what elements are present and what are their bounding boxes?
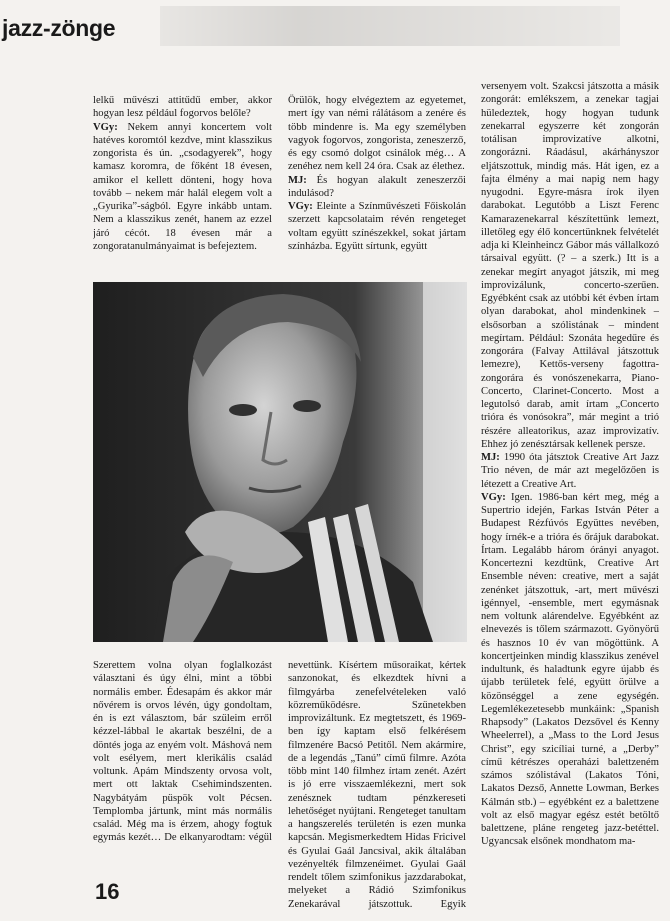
paragraph: VGy: Igen. 1986-ban kért meg, még a Supertrio idején, Farkas István Péter a Budapest Rézfúvós Együttes nevében, hogy írnék-e a trióra és őrájuk darabokat. Írtam. Legalább három órányi anyagot. Koncertezni kezdtünk, Creative Art Ensemble néven: creative, mert a saját zenénket játszottuk, -art, mert művészi igénnyel, -ensemble, mert egymásnak nem voltunk alárendelve. Egyébként az elnevezés is tőlem származott. Gyönyörű és hasznos 10 év van mögöttünk. A koncertjeinken mindig klasszikus zenével indultunk, és haladtunk egyre újabb és újabb területek felé, együtt örülve a közönséggel a zene egységén. Legemlékezetesebb munkáink: „Spanish Rhapsody” (Lakatos Dezsővel és Kenny Wheelerrel), a „Mass to the Lord Jesus Christ”, egy szicíliai turné, a „Derby” című kétrészes operaházi balettzeném számos szólistával (Lakatos Tóni, Lakatos Dezső, Annette Lowman, Berkes Kálmán stb.) – egyébként ez a balettzene volt az első magyar egész estét betöltő balettzene, pláne rengeteg jazz-betéttel. Ugyancsak elsőnek mondhatom ma-: [481, 491, 659, 848]
paragraph: MJ: És hogyan alakult zeneszerzői indulásod?: [288, 174, 466, 199]
speaker-label: MJ:: [481, 452, 500, 463]
speaker-label: VGy:: [481, 491, 506, 503]
speaker-label: VGy:: [288, 201, 313, 212]
paragraph: VGy: Nekem annyi koncertem volt hatéves koromtól kezdve, mint klasszikus zongorista és ún. „csodagyerek”, hogy kamasz koromra, de főként 18 évesen, amikor el kellett dönteni, hogy hova tovább – nekem már halál elegem volt a „Gyurika”-ságból. Egyre inkább untam. Nem a klasszikus zenét, hanem az ezzel járó cécót. 18 évesen már a zongoratanulmányaimat is befejeztem.: [93, 121, 272, 252]
text-column-1-continued: [93, 659, 272, 844]
speaker-label: MJ:: [288, 174, 307, 186]
portrait-illustration: [93, 282, 467, 642]
page-number: 16: [95, 879, 120, 904]
text-column-3: [481, 80, 659, 913]
paragraph: nevettünk. Kísértem műsoraikat, kértek sanzonokat, és elkezdtek hívni a filmgyárba zenefelvételeken való közreműködésre. Szünetekben improvizáltunk. Ez megtetszett, és 1969-ben így kaptam első felkérésem filmzenére Bacsó Petitől. Nem akármire, de a legendás „Tanú” című filmre. Azóta több mint 140 filmhez írtam zenét. Azért is jó erre visszaemlékezni, mert sok zenésznek tudtam pénzkereseti lehetőséget nyújtani. Rengeteget tanultam a hangszerelés területén is ezen munka kapcsán. Megismerkedtem Hidas Fricivel és Gyulai Gaál Jancsival, akik általában vezényelték filmzenéimet. Gyulai Gaál rendelt tőlem szimfonikus jazzdarabokat, melyeket a Rádió Szimfonikus Zenekarával játszottuk. Egyik: [288, 660, 466, 910]
paragraph: lelkű művészi attitűdű ember, akkor hogyan lesz például fogorvos belőle?: [93, 95, 272, 120]
section-title: jazz-zönge: [2, 15, 116, 41]
text-column-2: [288, 94, 466, 256]
paragraph: versenyem volt. Szakcsi játszotta a másik zongorát: emlékszem, a zenekar tagjai hüledeztek, hogy hogyan tudunk zenekarral egyszerre két zongorán totálisan improvizatíve alkotni, zongorázni. Ráadásul, akárhányszor eljátszottuk, mindig más. Hát igen, ez a fajta élmény a mai napig nem hagy nyugodni. Egyre-másra írok ilyen darabokat. Legutóbb a Liszt Ferenc Kamarazenekarral készítettünk lemezt, illetőleg egy élő koncertünknek felvételét adja ki Kleinheincz Gábor más vállalkozó társaival együtt. (? – a szerk.) Itt is a zenekar megírt anyagot játszik, mi meg improvizálunk, concerto-szerűen. Egyébként csak az utóbbi két évben írtam olyan darabokat, ahol mindenkinek – elsősorban a szólistának – mindent megírtam. Például: Szonáta hegedűre és zongorára (Falvay Attilával játszottuk lemezre), Kettős-verseny fagottra-zongorára és vonószenekarra, Piano-Concerto, Clarinet-Concerto. Most a legutolsó darab, amit írtam „Concerto trióra és vonósokra”, már megint a trió részére alleatorikus, azaz improvizatív. Ehhez jó zenésztársak kellenek persze.: [481, 81, 659, 450]
text-column-2-continued: [288, 659, 466, 913]
speaker-label: VGy:: [93, 121, 118, 133]
paragraph: Örülök, hogy elvégeztem az egyetemet, mert így van némi rálátásom a zenére és több mindenre is. Ma egy személyben vagyok fogorvos, zongorista, zeneszerző, és egy csomó dolgot csinálok még… A zenéhez nem kell 24 óra. Csak az élethez.: [288, 95, 466, 173]
text-column-1: [93, 94, 272, 256]
portrait-photo: [93, 282, 467, 642]
paragraph: VGy: Eleinte a Színművészeti Főiskolán szerzett kapcsolataim révén rengeteget voltam együtt színészekkel, sokat jártam színházba. Együtt sírtunk, együtt: [288, 201, 466, 252]
paragraph: MJ: 1990 óta játsztok Creative Art Jazz Trio néven, de már azt megelőzően is létezett a Creative Art.: [481, 452, 659, 490]
paragraph: Szerettem volna olyan foglalkozást választani és úgy élni, mint a többi normális ember. Édesapám és akkor már nővérem is orvos lévén, úgy gondoltam, én is ezt választom, bár szüleim erről kézzel-lábbal le akartak beszélni, de a döntés joga az enyém volt. Máshová nem volt esélyem, mert klerikális család voltunk. Apám Mindszenty orvosa volt, mert ott laktak Csehimindszenten. Nagybátyám püspök volt Pécsen. Templomba jártunk, mint más normális család. Még ma is érzem, ahogy fogtuk egymás kezét… De elkanyarodtam: végül: [93, 660, 272, 844]
